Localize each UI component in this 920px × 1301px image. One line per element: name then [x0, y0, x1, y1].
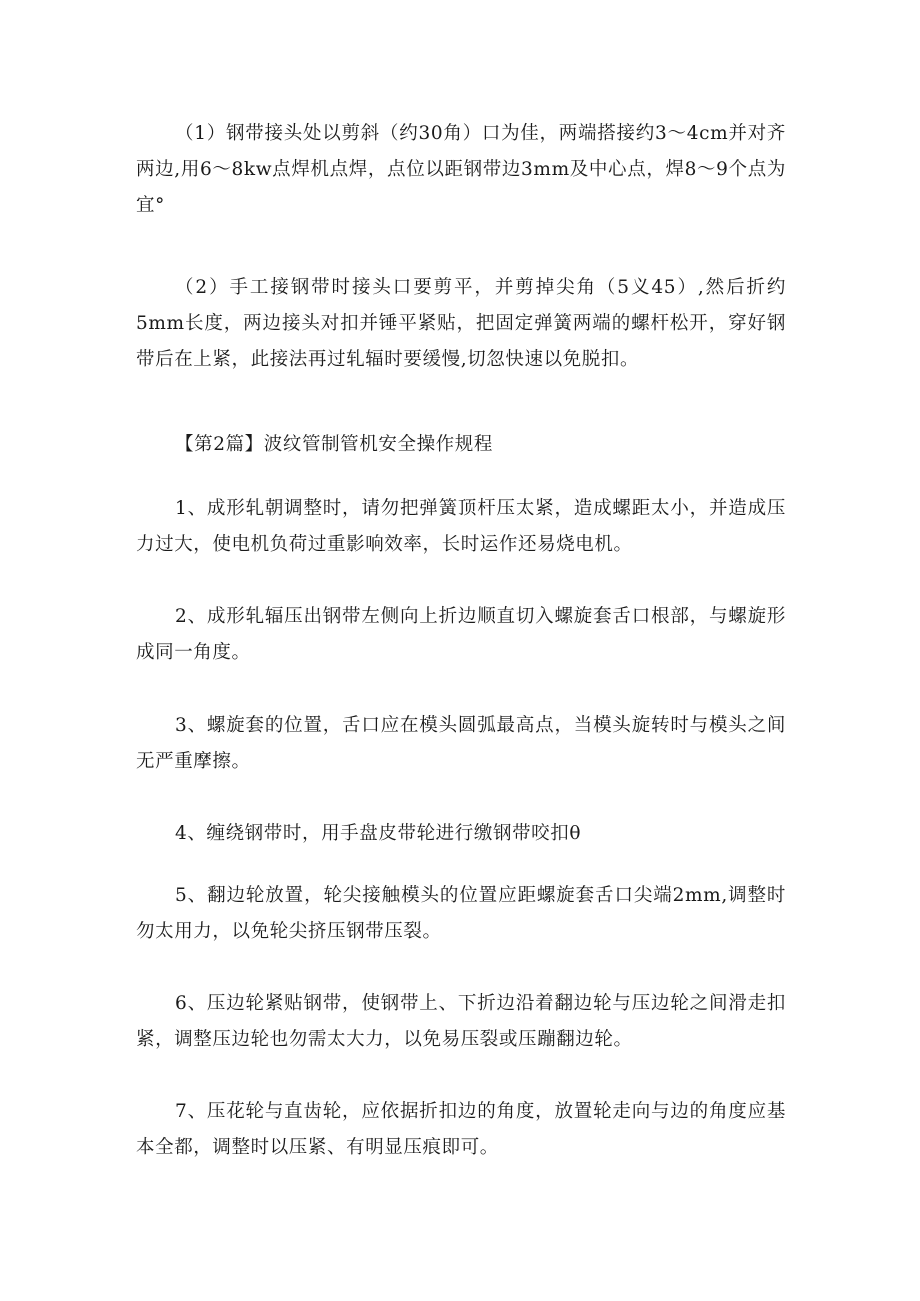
list-item-5: 5、翻边轮放置，轮尖接触模头的位置应距螺旋套舌口尖端2mm,调整时勿太用力，以免轮尖挤压钢带压裂。	[136, 885, 786, 942]
list-item-1: 1、成形轧朝调整时，请勿把弹簧顶杆压太紧，造成螺距太小，并造成压力过大，使电机负荷过重影响效率，长时运作还易烧电机。	[136, 498, 786, 555]
list-item-6: 6、压边轮紧贴钢带，使钢带上、下折边沿着翻边轮与压边轮之间滑走扣紧，调整压边轮也勿需太大力，以免易压裂或压蹦翻边轮。	[136, 993, 786, 1050]
list-item-4: 4、缠绕钢带时，用手盘皮带轮进行缴钢带咬扣θ	[175, 823, 582, 844]
section-heading: 【第2篇】波纹管制管机安全操作规程	[175, 434, 493, 455]
list-item-7: 7、压花轮与直齿轮，应依据折扣边的角度，放置轮走向与边的角度应基本全都，调整时以压紧、有明显压痕即可。	[136, 1101, 786, 1158]
paragraph-2: （2）手工接钢带时接头口要剪平，并剪掉尖角（5义45）,然后折约5mm长度，两边接头对扣并锤平紧贴，把固定弹簧两端的螺杆松开，穿好钢带后在上紧，此接法再过轧辐时要缓慢,切忽快速以免脱扣。	[136, 277, 786, 370]
list-item-3: 3、螺旋套的位置，舌口应在模头圆弧最高点，当模头旋转时与模头之间无严重摩擦。	[136, 715, 786, 772]
list-item-2: 2、成形轧辐压出钢带左侧向上折边顺直切入螺旋套舌口根部，与螺旋形成同一角度。	[136, 606, 786, 663]
paragraph-1: （1）钢带接头处以剪斜（约30角）口为佳，两端搭接约3～4cm并对齐两边,用6～8kw点焊机点焊，点位以距钢带边3mm及中心点，焊8～9个点为宜°	[136, 123, 786, 216]
